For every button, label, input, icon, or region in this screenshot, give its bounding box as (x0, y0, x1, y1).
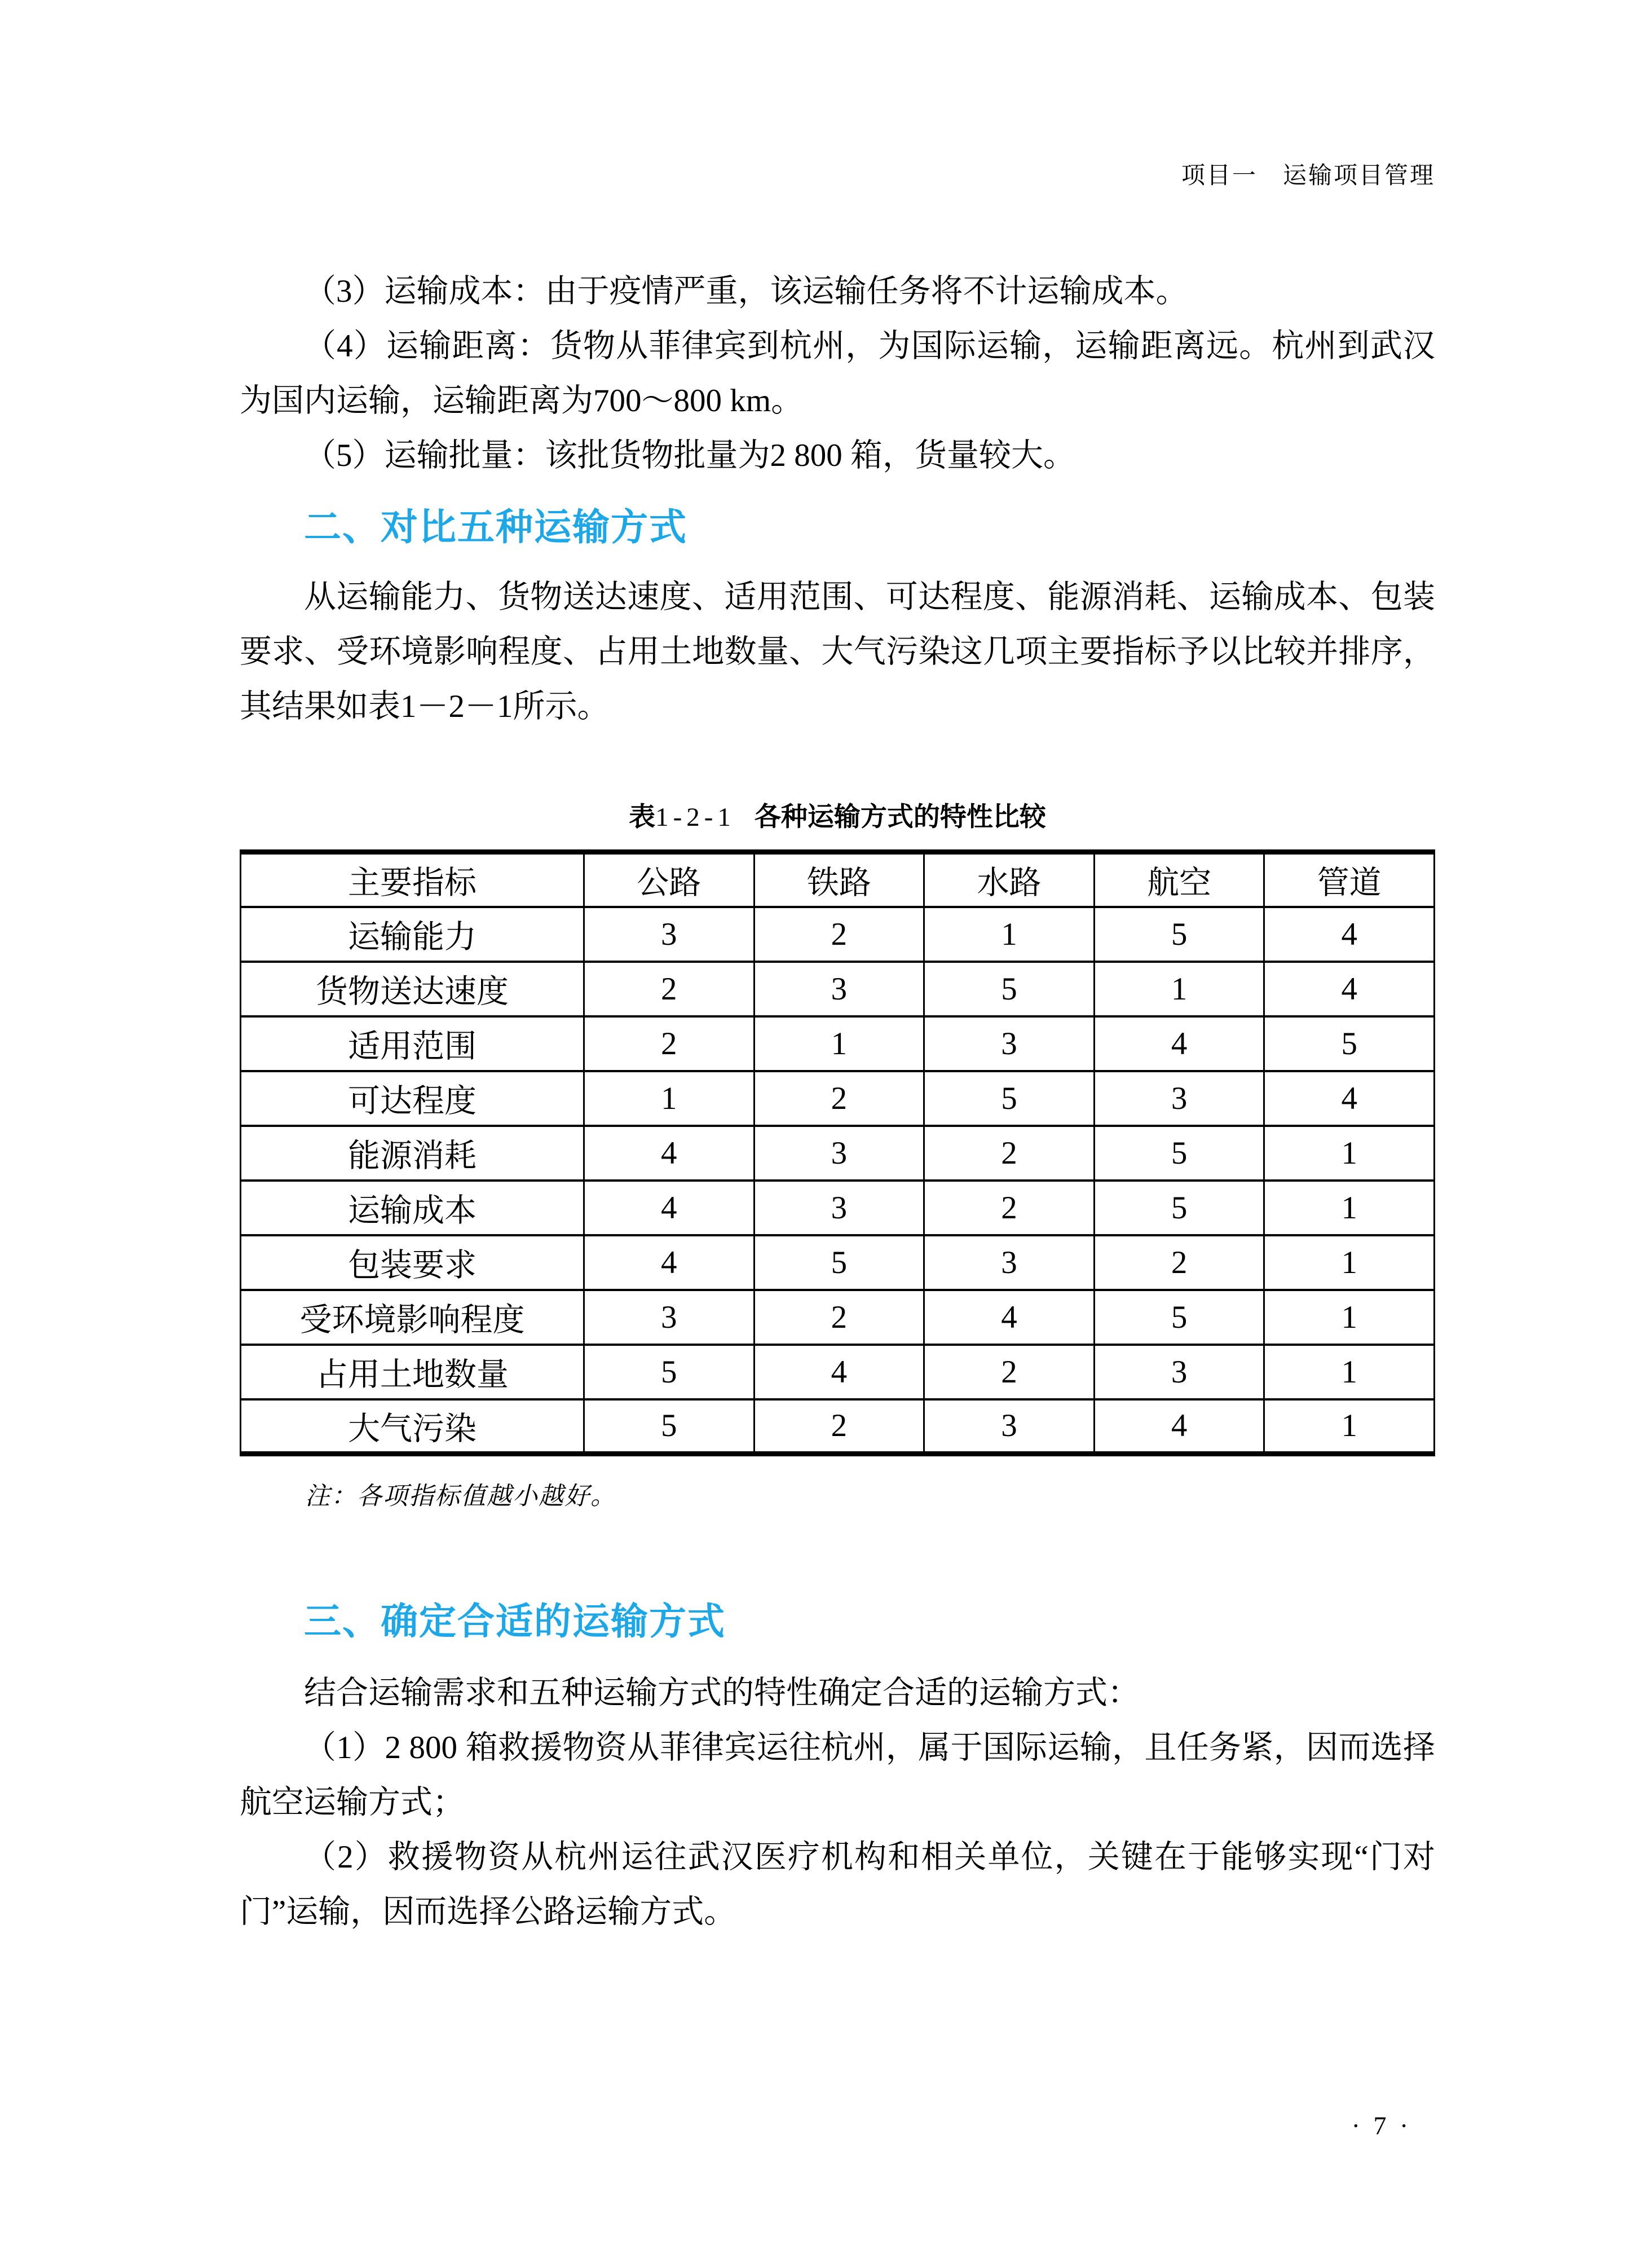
rank-value-cell: 2 (584, 1016, 755, 1071)
rank-value-cell: 3 (924, 1016, 1095, 1071)
rank-value-cell: 4 (1264, 1071, 1435, 1126)
rank-value-cell: 5 (584, 1399, 755, 1454)
paragraph-compare-indicators: 从运输能力、货物送达速度、适用范围、可达程度、能源消耗、运输成本、包装要求、受环境影响程度、占用土地数量、大气污染这几项主要指标予以比较并排序，其结果如表1－2－1所示。 (240, 579, 1435, 724)
table-note: 注：各项指标值越小越好。 (305, 1482, 616, 1510)
rank-value-cell: 1 (1264, 1399, 1435, 1454)
rank-value-cell: 5 (924, 962, 1095, 1016)
row-label: 适用范围 (241, 1016, 584, 1071)
rank-value-cell: 5 (1094, 1126, 1264, 1181)
rank-value-cell: 2 (924, 1126, 1095, 1181)
rank-value-cell: 4 (1094, 1016, 1264, 1071)
rank-value-cell: 1 (754, 1016, 924, 1071)
rank-value-cell: 4 (584, 1235, 755, 1290)
rank-value-cell: 5 (1264, 1016, 1435, 1071)
table-header-row (241, 852, 1435, 907)
column-header-mode: 铁路 (754, 852, 924, 907)
paragraph-conclusion-air: （1）2 800 箱救援物资从菲律宾运往杭州，属于国际运输，且任务紧，因而选择航空运输方式； (240, 1730, 1435, 1820)
rank-value-cell: 3 (924, 1235, 1095, 1290)
row-label: 能源消耗 (241, 1126, 584, 1181)
rank-value-cell: 4 (584, 1126, 755, 1181)
rank-value-cell: 2 (924, 1345, 1095, 1399)
rank-value-cell: 4 (1264, 907, 1435, 962)
page-number: · 7 · (1351, 2111, 1412, 2140)
intro-paragraphs (240, 264, 1435, 483)
rank-value-cell: 4 (1264, 962, 1435, 1016)
table-caption-number: 1-2-1 (655, 803, 735, 832)
paragraph-transport-distance: （4）运输距离：货物从菲律宾到杭州，为国际运输，运输距离远。杭州到武汉为国内运输，运输距离为700～800 km。 (240, 328, 1435, 419)
table-head (241, 852, 1435, 907)
rank-value-cell: 2 (584, 962, 755, 1016)
paragraph-transport-batch: （5）运输批量：该批货物批量为2 800 箱，货量较大。 (304, 438, 1075, 473)
section-heading-compare-modes: 二、对比五种运输方式 (304, 506, 687, 548)
rank-value-cell: 4 (1094, 1399, 1264, 1454)
rank-value-cell: 1 (1094, 962, 1264, 1016)
rank-value-cell: 5 (1094, 1290, 1264, 1345)
transport-modes-comparison-table (240, 849, 1435, 1456)
table-row (241, 1071, 1435, 1126)
table-row (241, 1126, 1435, 1181)
rank-value-cell: 5 (1094, 907, 1264, 962)
table-caption (240, 801, 1435, 833)
table-row (241, 1345, 1435, 1399)
rank-value-cell: 4 (754, 1345, 924, 1399)
rank-value-cell: 1 (1264, 1181, 1435, 1235)
table-row (241, 962, 1435, 1016)
rank-value-cell: 4 (584, 1181, 755, 1235)
rank-value-cell: 1 (1264, 1345, 1435, 1399)
section2-body (240, 570, 1435, 734)
rank-value-cell: 2 (754, 907, 924, 962)
rank-value-cell: 1 (1264, 1290, 1435, 1345)
rank-value-cell: 3 (754, 1126, 924, 1181)
paragraph-conclusion-road: （2）救援物资从杭州运往武汉医疗机构和相关单位，关键在于能够实现“门对门”运输，因而选择公路运输方式。 (240, 1839, 1435, 1930)
table-row (241, 1290, 1435, 1345)
column-header-mode: 公路 (584, 852, 755, 907)
row-label: 大气污染 (241, 1399, 584, 1454)
table-row (241, 1016, 1435, 1071)
row-label: 运输能力 (241, 907, 584, 962)
table-row (241, 1235, 1435, 1290)
rank-value-cell: 1 (584, 1071, 755, 1126)
column-header-mode: 水路 (924, 852, 1095, 907)
rank-value-cell: 5 (1094, 1181, 1264, 1235)
table-row (241, 1399, 1435, 1454)
rank-value-cell: 5 (924, 1071, 1095, 1126)
column-header-indicator: 主要指标 (241, 852, 584, 907)
row-label: 包装要求 (241, 1235, 584, 1290)
rank-value-cell: 3 (924, 1399, 1095, 1454)
row-label: 占用土地数量 (241, 1345, 584, 1399)
table-body (241, 907, 1435, 1454)
section3-body (240, 1666, 1435, 1939)
running-head: 项目一 运输项目管理 (1181, 163, 1435, 189)
table-caption-label: 表 (629, 801, 656, 831)
rank-value-cell: 4 (924, 1290, 1095, 1345)
column-header-mode: 管道 (1264, 852, 1435, 907)
column-header-mode: 航空 (1094, 852, 1264, 907)
row-label: 受环境影响程度 (241, 1290, 584, 1345)
section-heading-choose-mode: 三、确定合适的运输方式 (304, 1600, 726, 1642)
rank-value-cell: 2 (754, 1071, 924, 1126)
rank-value-cell: 2 (754, 1290, 924, 1345)
table-caption-title: 各种运输方式的特性比较 (754, 801, 1046, 831)
paragraph-conclusion-intro: 结合运输需求和五种运输方式的特性确定合适的运输方式： (304, 1675, 1140, 1711)
rank-value-cell: 3 (584, 907, 755, 962)
rank-value-cell: 1 (1264, 1235, 1435, 1290)
rank-value-cell: 3 (754, 1181, 924, 1235)
paragraph-transport-cost: （3）运输成本：由于疫情严重，该运输任务将不计运输成本。 (304, 274, 1188, 309)
rank-value-cell: 1 (1264, 1126, 1435, 1181)
table-row (241, 907, 1435, 962)
rank-value-cell: 5 (584, 1345, 755, 1399)
rank-value-cell: 2 (1094, 1235, 1264, 1290)
row-label: 运输成本 (241, 1181, 584, 1235)
rank-value-cell: 3 (1094, 1071, 1264, 1126)
rank-value-cell: 3 (1094, 1345, 1264, 1399)
rank-value-cell: 2 (754, 1399, 924, 1454)
rank-value-cell: 3 (584, 1290, 755, 1345)
row-label: 货物送达速度 (241, 962, 584, 1016)
rank-value-cell: 1 (924, 907, 1095, 962)
row-label: 可达程度 (241, 1071, 584, 1126)
table-row (241, 1181, 1435, 1235)
rank-value-cell: 5 (754, 1235, 924, 1290)
rank-value-cell: 2 (924, 1181, 1095, 1235)
rank-value-cell: 3 (754, 962, 924, 1016)
